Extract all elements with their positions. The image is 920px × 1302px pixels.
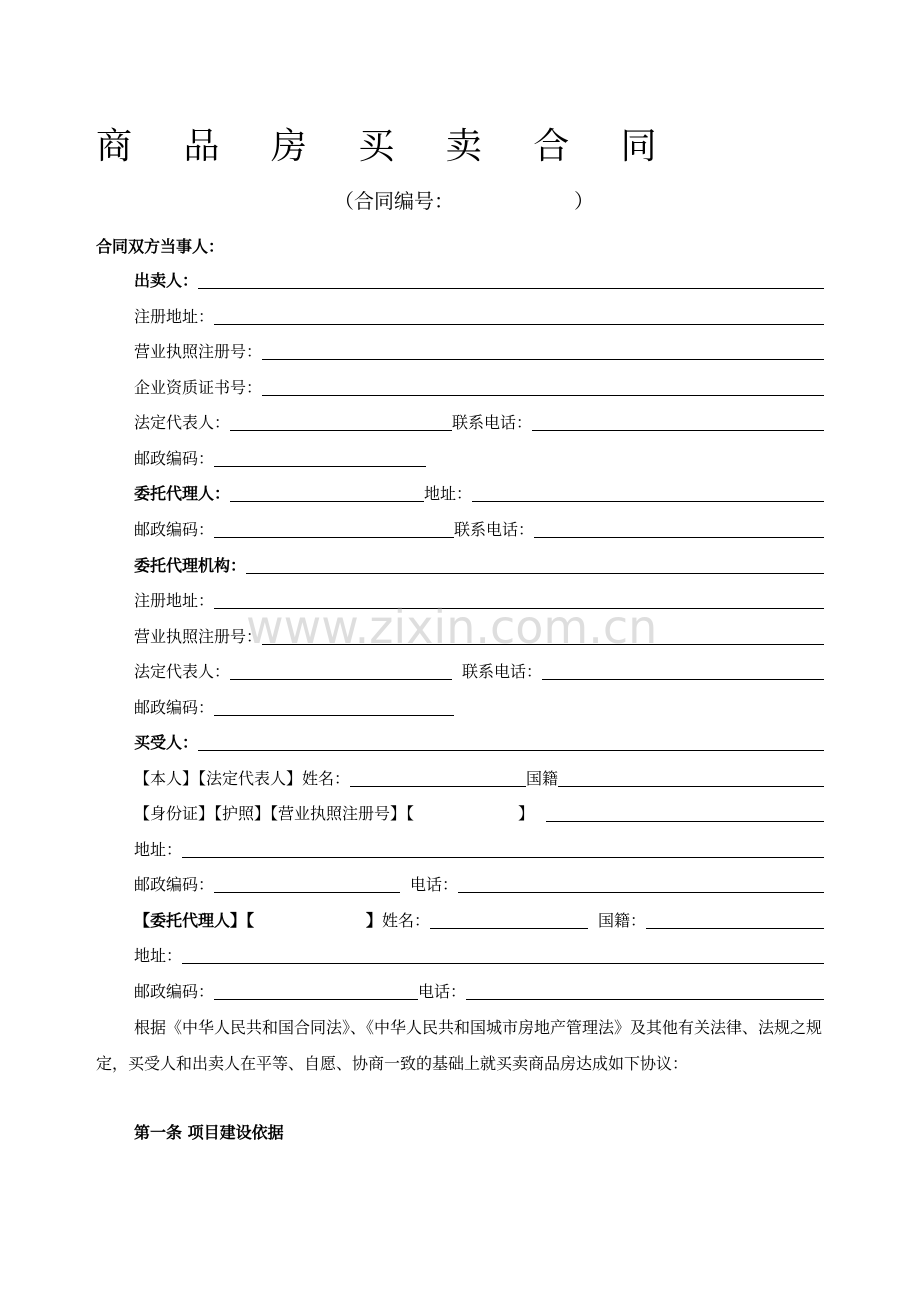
document-title: 商 品 房 买 卖 合 同	[96, 126, 677, 167]
seller-agent-field[interactable]	[230, 500, 424, 502]
seller-reg-address-row	[134, 304, 824, 328]
agency-reg-address-label: 注册地址：	[134, 591, 215, 610]
buyer-agent-address-field[interactable]	[182, 962, 824, 964]
parties-heading: 合同双方当事人：	[96, 237, 225, 256]
agency-postcode-row	[134, 695, 824, 719]
seller-agent-label: 委托代理人：	[134, 484, 231, 503]
seller-phone-field[interactable]	[532, 429, 824, 431]
agency-reg-address-row	[134, 588, 824, 612]
agency-label: 委托代理机构：	[134, 556, 247, 575]
agency-business-license-field[interactable]	[262, 643, 824, 645]
agency-phone-field[interactable]	[542, 678, 824, 680]
buyer-id-options: 【身份证】【护照】【营业执照注册号】【	[134, 804, 415, 823]
article-1-heading: 第一条 项目建设依据	[134, 1123, 284, 1142]
buyer-row	[134, 730, 824, 754]
agency-business-license-label: 营业执照注册号：	[134, 627, 263, 646]
seller-business-license-label: 营业执照注册号：	[134, 342, 263, 361]
agency-field[interactable]	[246, 572, 824, 574]
buyer-agent-postcode-field[interactable]	[214, 998, 418, 1000]
seller-phone-label: 联系电话：	[452, 413, 533, 432]
buyer-postcode-row	[134, 872, 824, 896]
buyer-id-row	[134, 801, 824, 825]
seller-postcode-field[interactable]	[214, 465, 426, 467]
seller-postcode-row	[134, 446, 824, 470]
seller-reg-address-field[interactable]	[214, 323, 824, 325]
buyer-agent-phone-label: 电话：	[418, 982, 467, 1001]
buyer-label: 买受人：	[134, 733, 199, 752]
seller-agent-postcode-label: 邮政编码：	[134, 520, 215, 539]
buyer-phone-label: 电话：	[410, 875, 459, 894]
buyer-agent-row	[134, 908, 824, 932]
buyer-postcode-field[interactable]	[214, 891, 400, 893]
buyer-agent-postcode-row	[134, 979, 824, 1003]
buyer-name-label: 姓名：	[302, 769, 351, 788]
seller-row	[134, 268, 824, 292]
buyer-nationality-field[interactable]	[558, 785, 824, 787]
seller-legal-rep-field[interactable]	[230, 429, 452, 431]
buyer-field[interactable]	[198, 749, 824, 751]
buyer-agent-nationality-field[interactable]	[646, 927, 824, 929]
watermark: www.zixin.com.cn	[246, 600, 658, 654]
agency-legal-rep-label: 法定代表人：	[134, 662, 231, 681]
seller-qualification-label: 企业资质证书号：	[134, 378, 263, 397]
buyer-agent-address-row	[134, 943, 824, 967]
seller-reg-address-label: 注册地址：	[134, 307, 215, 326]
buyer-address-row	[134, 837, 824, 861]
buyer-postcode-label: 邮政编码：	[134, 875, 215, 894]
seller-legal-rep-label: 法定代表人：	[134, 413, 231, 432]
buyer-identity-options: 【本人】【法定代表人】	[134, 769, 303, 788]
seller-agent-phone-field[interactable]	[534, 536, 824, 538]
agency-legal-rep-row	[134, 659, 824, 683]
agency-postcode-label: 邮政编码：	[134, 698, 215, 717]
seller-qualification-field[interactable]	[262, 394, 824, 396]
agency-business-license-row	[134, 624, 824, 648]
seller-postcode-label: 邮政编码：	[134, 449, 215, 468]
seller-agent-row	[134, 481, 824, 505]
seller-agent-address-label: 地址：	[424, 484, 473, 503]
seller-field[interactable]	[198, 287, 824, 289]
seller-agent-postcode-field[interactable]	[214, 536, 454, 538]
buyer-nationality-label: 国籍	[526, 769, 559, 788]
seller-legal-rep-row	[134, 410, 824, 434]
contract-number-close: ）	[574, 189, 594, 213]
agency-reg-address-field[interactable]	[214, 607, 824, 609]
buyer-agent-postcode-label: 邮政编码：	[134, 982, 215, 1001]
buyer-agent-label-close: 】	[366, 911, 383, 930]
buyer-agent-nationality-label: 国籍：	[598, 911, 647, 930]
buyer-address-field[interactable]	[182, 856, 824, 858]
seller-agent-address-field[interactable]	[472, 500, 824, 502]
seller-agent-phone-label: 联系电话：	[454, 520, 535, 539]
agency-phone-label: 联系电话：	[462, 662, 543, 681]
buyer-id-close: 】	[518, 804, 535, 823]
buyer-identity-row	[134, 766, 824, 790]
seller-business-license-row	[134, 339, 824, 363]
agency-legal-rep-field[interactable]	[230, 678, 452, 680]
seller-qualification-row	[134, 375, 824, 399]
buyer-name-field[interactable]	[350, 785, 526, 787]
agency-row	[134, 553, 824, 577]
buyer-agent-phone-field[interactable]	[466, 998, 824, 1000]
buyer-agent-label: 【委托代理人】【	[134, 911, 255, 930]
buyer-id-field[interactable]	[546, 820, 824, 822]
contract-number-label: （合同编号：	[334, 189, 454, 213]
seller-label: 出卖人：	[134, 271, 199, 290]
buyer-phone-field[interactable]	[458, 891, 824, 893]
seller-business-license-field[interactable]	[262, 358, 824, 360]
seller-agent-postcode-row	[134, 517, 824, 541]
buyer-agent-name-field[interactable]	[430, 927, 588, 929]
buyer-agent-address-label: 地址：	[134, 946, 183, 965]
buyer-address-label: 地址：	[134, 840, 183, 859]
agency-postcode-field[interactable]	[214, 714, 454, 716]
preamble-paragraph: 根据《中华人民共和国合同法》、《中华人民共和国城市房地产管理法》及其他有关法律、法规之规定，买受人和出卖人在平等、自愿、协商一致的基础上就买卖商品房达成如下协议：	[96, 1018, 823, 1073]
buyer-agent-name-label: 姓名：	[382, 911, 431, 930]
